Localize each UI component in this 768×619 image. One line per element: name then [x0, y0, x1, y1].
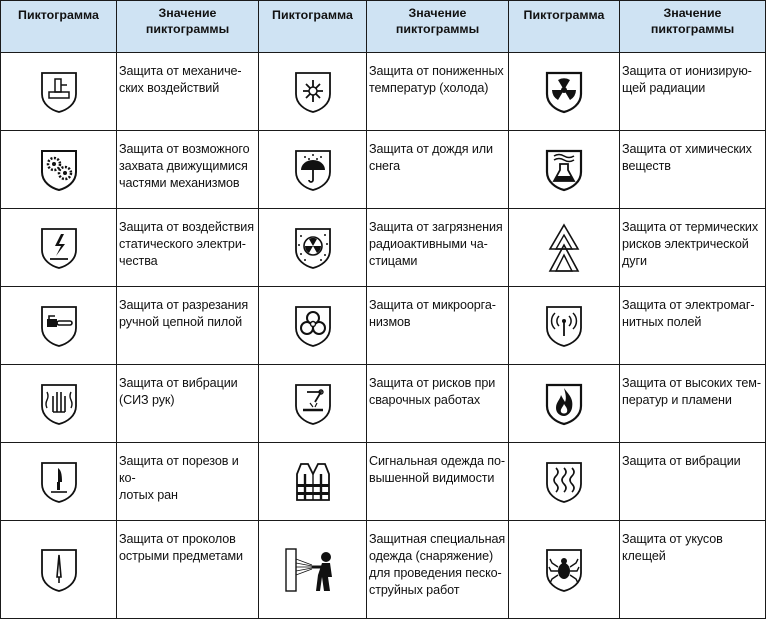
- meaning-cell: Защита от пониженных температур (холода): [367, 53, 509, 131]
- header-meaning: Значение пиктограммы: [367, 1, 509, 53]
- meaning-cell: Защита от микроорга- низмов: [367, 287, 509, 365]
- biohazard-icon: [293, 304, 333, 348]
- header-meaning: Значение пиктограммы: [620, 1, 766, 53]
- sandblasting-worker-icon: [284, 545, 342, 595]
- meaning-cell: Защита от дождя или снега: [367, 131, 509, 209]
- meaning-cell: Защитная специальная одежда (снаряжение) для проведения песко- струйных работ: [367, 521, 509, 619]
- gears-icon: [39, 148, 79, 192]
- meaning-cell: Защита от разрезания ручной цепной пилой: [117, 287, 259, 365]
- welding-icon: [293, 382, 333, 426]
- meaning-cell: Защита от термических рисков электрической дуги: [620, 209, 766, 287]
- meaning-cell: Защита от загрязнения радиоактивными ча- стицами: [367, 209, 509, 287]
- radioactive-particles-icon: [293, 226, 333, 270]
- table-row: [1, 209, 766, 287]
- meaning-cell: Защита от ионизирую- щей радиации: [620, 53, 766, 131]
- flame-icon: [544, 382, 584, 426]
- tick-icon: [544, 547, 584, 593]
- meaning-cell: Защита от возможного захвата движущимися частями механизмов: [117, 131, 259, 209]
- meaning-cell: Защита от вибрации (СИЗ рук): [117, 365, 259, 443]
- header-pictogram: Пиктограмма: [1, 1, 117, 53]
- meaning-cell: Сигнальная одежда по- вышенной видимости: [367, 443, 509, 521]
- meaning-cell: Защита от химических веществ: [620, 131, 766, 209]
- table-row: [1, 365, 766, 443]
- knife-cut-icon: [39, 460, 79, 504]
- meaning-cell: Защита от вибрации: [620, 443, 766, 521]
- chemical-flask-icon: [544, 148, 584, 192]
- table-row: [1, 131, 766, 209]
- hand-vibration-icon: [39, 382, 79, 426]
- meaning-cell: Защита от проколов острыми предметами: [117, 521, 259, 619]
- table-row: [1, 443, 766, 521]
- meaning-cell: Защита от высоких тем- ператур и пламени: [620, 365, 766, 443]
- meaning-cell: Защита от механиче- ских воздействий: [117, 53, 259, 131]
- meaning-cell: Защита от электромаг- нитных полей: [620, 287, 766, 365]
- table-row: [1, 53, 766, 131]
- rain-umbrella-icon: [293, 148, 333, 192]
- electromagnetic-field-icon: [544, 304, 584, 348]
- meaning-cell: Защита от воздействия статического электри- чества: [117, 209, 259, 287]
- chainsaw-icon: [39, 304, 79, 348]
- meaning-cell: Защита от порезов и ко- лотых ран: [117, 443, 259, 521]
- header-meaning: Значение пиктограммы: [117, 1, 259, 53]
- header-pictogram: Пиктограмма: [509, 1, 620, 53]
- vibration-waves-icon: [544, 460, 584, 504]
- radiation-icon: [544, 70, 584, 114]
- puncture-needle-icon: [39, 547, 79, 593]
- mechanical-hazard-icon: [39, 70, 79, 114]
- header-row: [1, 1, 766, 53]
- static-electricity-icon: [39, 226, 79, 270]
- header-pictogram: Пиктограмма: [259, 1, 367, 53]
- high-visibility-vest-icon: [293, 460, 333, 504]
- table-row: [1, 287, 766, 365]
- table-row: [1, 521, 766, 619]
- cold-icon: [293, 70, 333, 114]
- meaning-cell: Защита от укусов клещей: [620, 521, 766, 619]
- meaning-cell: Защита от рисков при сварочных работах: [367, 365, 509, 443]
- electric-arc-icon: [544, 223, 584, 273]
